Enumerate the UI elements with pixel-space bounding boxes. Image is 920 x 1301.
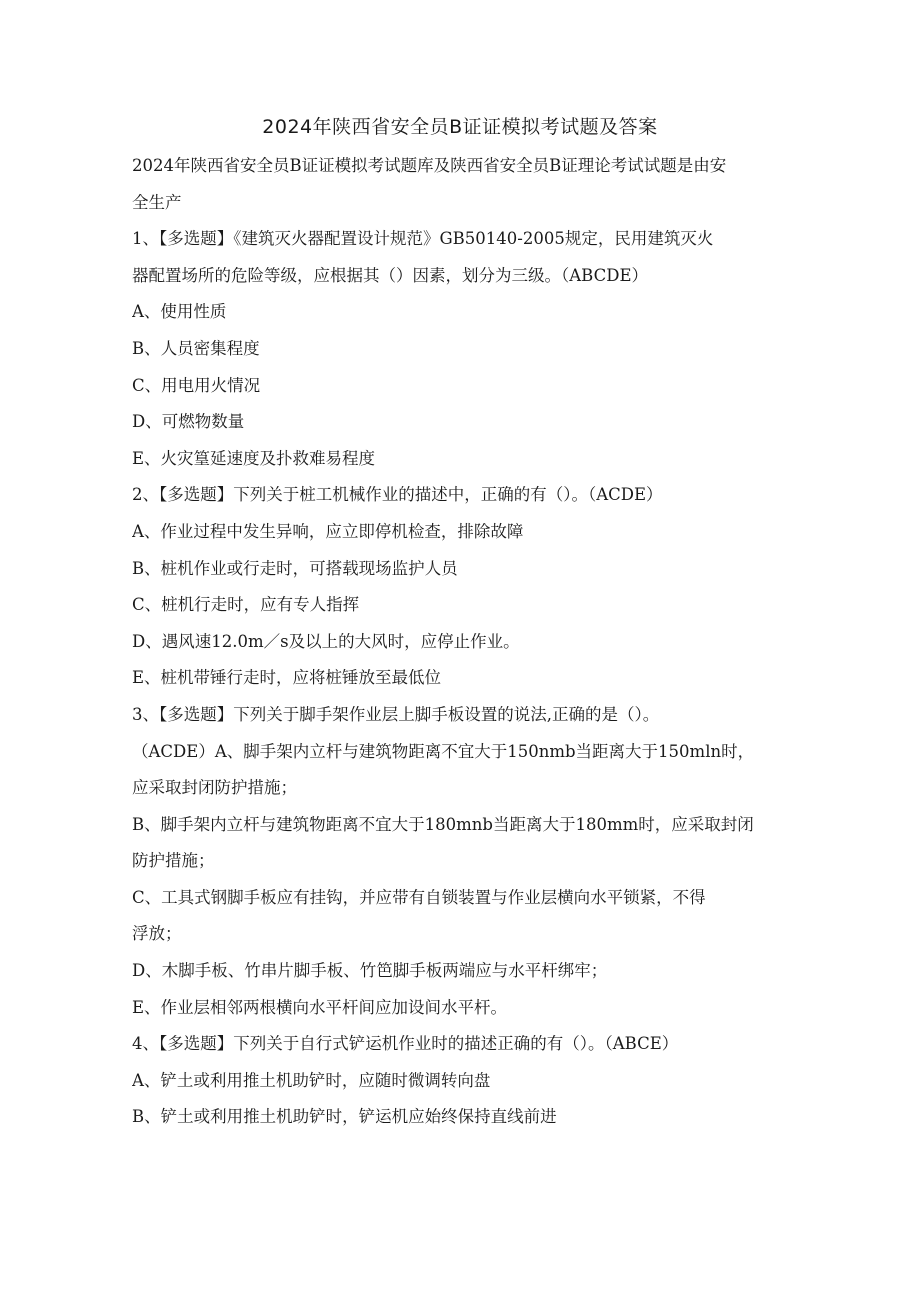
text-line: A、铲土或利用推土机助铲时，应随时微调转向盘 xyxy=(132,1070,491,1090)
text-line: 应采取封闭防护措施； xyxy=(132,778,297,798)
text-line: B、铲土或利用推土机助铲时，铲运机应始终保持直线前进 xyxy=(132,1107,557,1127)
text-line: 浮放； xyxy=(132,924,182,944)
text-line: D、可燃物数量 xyxy=(132,412,245,432)
text-line: 4、【多选题】下列关于自行式铲运机作业时的描述正确的有（）。（ABCE） xyxy=(132,1034,679,1054)
document-title: 2024年陕西省安全员B证证模拟考试题及答案 xyxy=(262,116,658,138)
text-line: C、桩机行走时，应有专人指挥 xyxy=(132,595,360,615)
text-line: D、遇风速12.0m／s及以上的大风时，应停止作业。 xyxy=(132,631,520,651)
text-line: D、木脚手板、竹串片脚手板、竹笆脚手板两端应与水平杆绑牢； xyxy=(132,961,608,981)
text-line: （ACDE）A、脚手架内立杆与建筑物距离不宜大于150nmb当距离大于150mln时， xyxy=(132,741,755,761)
document-body xyxy=(132,148,792,1136)
text-line: B、桩机作业或行走时，可搭载现场监护人员 xyxy=(132,558,458,578)
text-line: B、人员密集程度 xyxy=(132,338,260,358)
text-line: 2024年陕西省安全员B证证模拟考试题库及陕西省安全员B证理论考试试题是由安 xyxy=(132,156,727,175)
text-line: A、使用性质 xyxy=(132,302,227,322)
text-line: E、作业层相邻两根横向水平杆间应加设间水平杆。 xyxy=(132,997,508,1017)
text-line: C、工具式钢脚手板应有挂钩，并应带有自锁装置与作业层横向水平锁紧，不得 xyxy=(132,887,706,907)
text-line: 器配置场所的危险等级，应根据其（）因素，划分为三级。（ABCDE） xyxy=(132,265,648,285)
text-line: E、火灾篁延速度及扑救难易程度 xyxy=(132,448,376,468)
text-line: 3、【多选题】下列关于脚手架作业层上脚手板设置的说法,正确的是（）。 xyxy=(132,704,660,724)
text-line: 防护措施； xyxy=(132,851,215,871)
text-line: C、用电用火情况 xyxy=(132,375,261,395)
text-line: 1、【多选题】《建筑灭火器配置设计规范》GB50140-2005规定，民用建筑灭火 xyxy=(132,229,714,249)
text-line: 2、【多选题】下列关于桩工机械作业的描述中，正确的有（）。（ACDE） xyxy=(132,485,663,505)
text-line: B、脚手架内立杆与建筑物距离不宜大于180mnb当距离大于180mm时，应采取封闭 xyxy=(132,814,754,834)
text-line: E、桩机带锤行走时，应将桩锤放至最低位 xyxy=(132,668,442,688)
text-line: A、作业过程中发生异响，应立即停机检查，排除故障 xyxy=(132,521,524,541)
text-line: 全生产 xyxy=(132,192,182,212)
